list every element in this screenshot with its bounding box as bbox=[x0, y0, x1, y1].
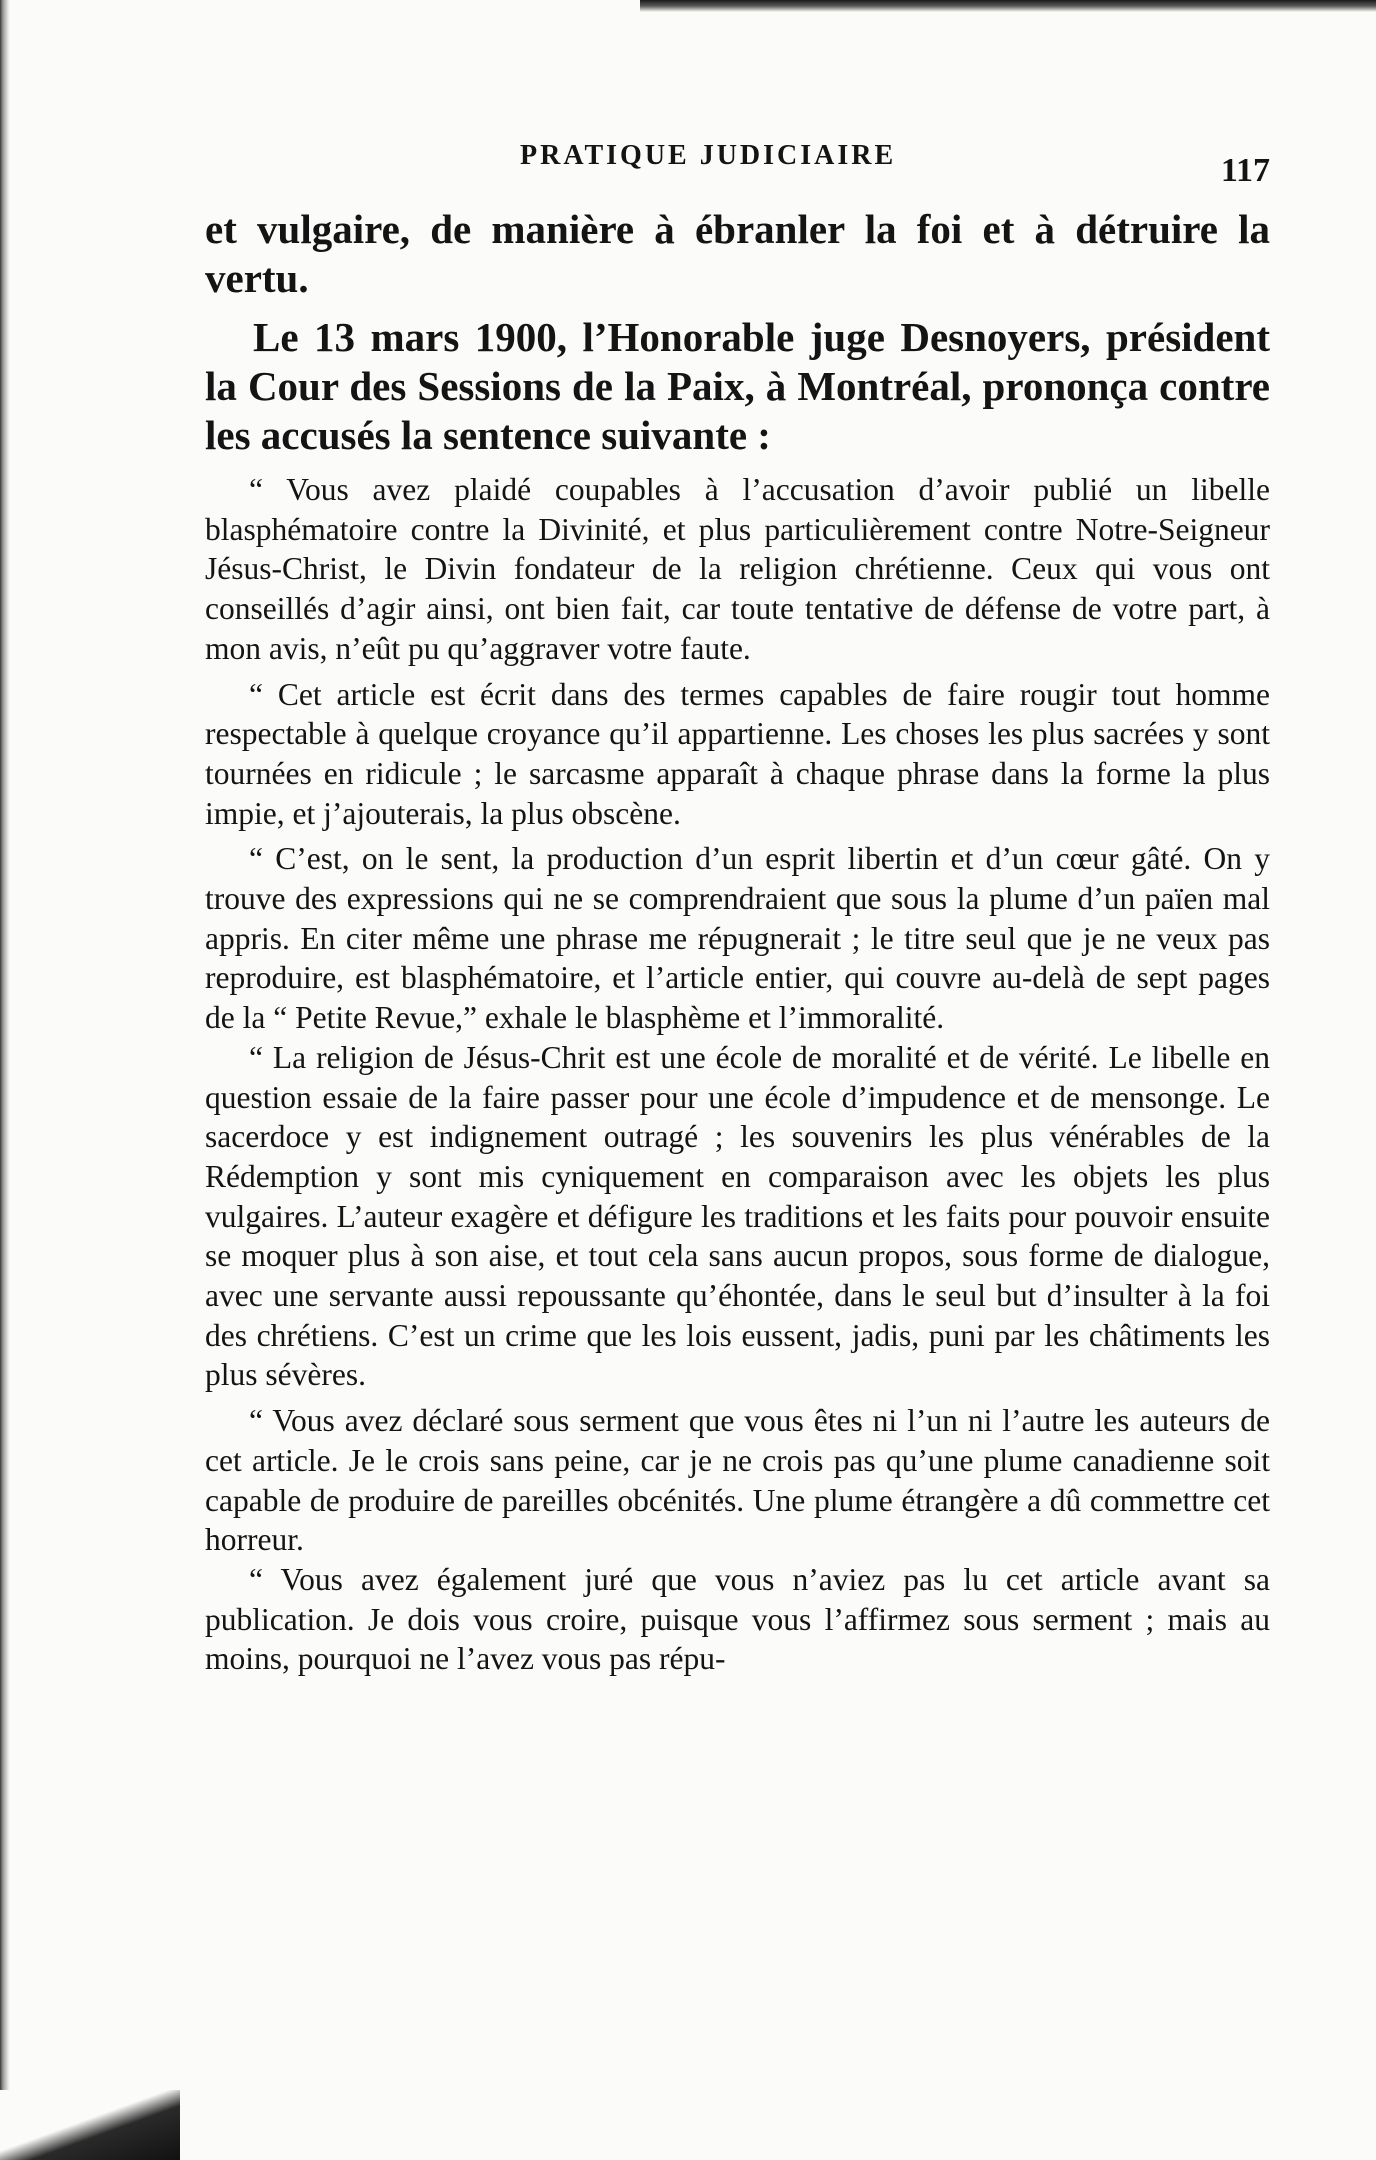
paragraph-continuation: et vulgaire, de manière à ébranler la foi et à détruire la vertu. bbox=[205, 206, 1270, 301]
quote-paragraph: “ Vous avez également juré que vous n’aviez pas lu cet article avant sa publication. Je dois vous croire, puisque vous l’affirmez sous serment ; mais au moins, pourquoi ne l’avez vous pas répu- bbox=[205, 1561, 1270, 1677]
page-number: 117 bbox=[1220, 152, 1270, 189]
page-body bbox=[205, 205, 1270, 1679]
page-header bbox=[200, 140, 1270, 200]
quote-paragraph: “ La religion de Jésus-Chrit est une école de moralité et de vérité. Le libelle en question essaie de la faire passer pour une école d’impudence et de mensonge. Le sacerdoce y est indignement outragé ; les souvenirs les plus vénérables de la Rédemption y sont mis cyniquement en comparaison avec les objets les plus vulgaires. L’auteur exagère et défigure les traditions et les faits pour pouvoir ensuite se moquer plus à son aise, et tout cela sans aucun propos, sous forme de dialogue, avec une servante aussi repoussante qu’éhontée, dans le seul but d’insulter à la foi des chrétiens. C’est un crime que les lois eussent, jadis, puni par les châtiments les plus sévères. bbox=[205, 1039, 1270, 1393]
paragraph-sentence-intro: Le 13 mars 1900, l’Honorable juge Desnoyers, président la Cour des Sessions de la Paix, à Montréal, prononça contre les accusés la sentence suivante : bbox=[205, 314, 1270, 458]
quote-paragraph: “ Vous avez plaidé coupables à l’accusation d’avoir publié un libelle blasphématoire contre la Divinité, et plus particulièrement contre Notre-Seigneur Jésus-Christ, le Divin fondateur de la religion chrétienne. Ceux qui vous ont conseillés d’agir ainsi, ont bien fait, car toute tentative de défense de votre part, à mon avis, n’eût pu qu’aggraver votre faute. bbox=[205, 472, 1270, 666]
quote-paragraph: “ Vous avez déclaré sous serment que vous êtes ni l’un ni l’autre les auteurs de cet article. Je le crois sans peine, car je ne crois pas qu’une plume canadienne soit capable de produire de pareilles obcénités. Une plume étrangère a dû commettre cet horreur. bbox=[205, 1403, 1270, 1558]
running-head: PRATIQUE JUDICIAIRE bbox=[520, 140, 897, 171]
scan-edge-top bbox=[640, 0, 1376, 12]
quote-paragraph: “ Cet article est écrit dans des termes capables de faire rougir tout homme respectable à quelque croyance qu’il appartienne. Les choses les plus sacrées y sont tournées en ridicule ; le sarcasme apparaît à chaque phrase dans la forme la plus impie, et j’ajouterais, la plus obscène. bbox=[205, 676, 1270, 831]
quote-paragraph: “ C’est, on le sent, la production d’un esprit libertin et d’un cœur gâté. On y trouve des expressions qui ne se comprendraient que sous la plume d’un païen mal appris. En citer même une phrase me répugnerait ; le titre seul que je ne veux pas reproduire, est blasphématoire, et l’article entier, qui couvre au-delà de sept pages de la “ Petite Revue,” exhale le blasphème et l’immoralité. bbox=[205, 841, 1270, 1036]
scan-edge-corner bbox=[0, 2090, 180, 2160]
scan-edge-left bbox=[0, 0, 10, 2160]
